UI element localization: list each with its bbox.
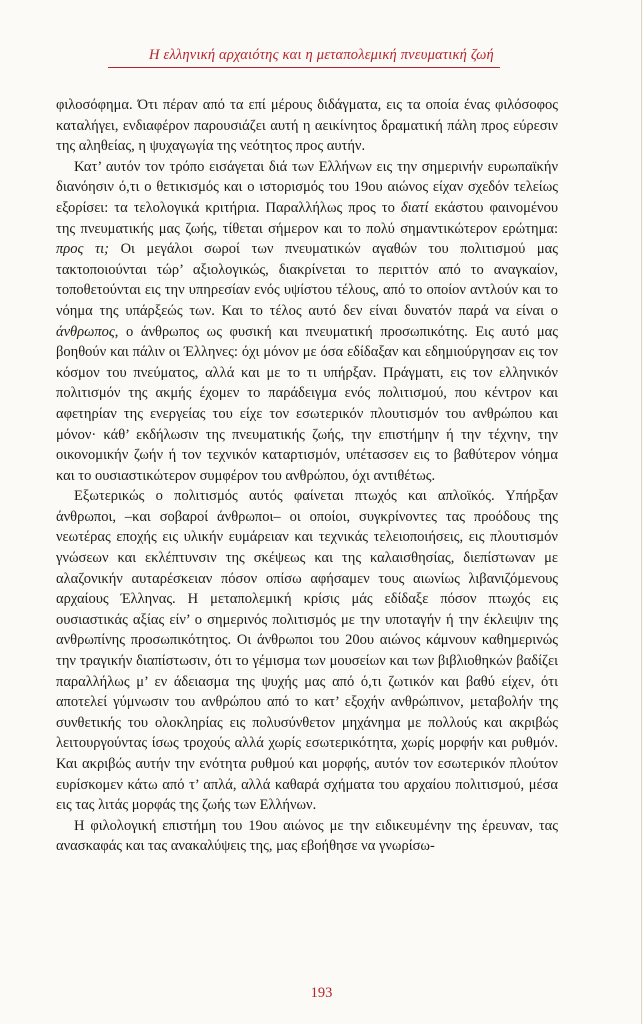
text-run: φιλοσόφημα. Ότι πέραν από τα επί μέρους διδάγματα, εις τα οποία ένας φιλόσοφος καταλήγει, ενδιαφέρον παρουσιάζει αυτή η αεικίνητος δραματική πάλη προς εύρεσιν της αληθείας, η ψυχαγωγία της νεότητος προς αυτήν. bbox=[56, 97, 558, 155]
italic-term: άνθρωπος bbox=[56, 323, 115, 340]
text-run: Εξωτερικώς ο πολιτισμός αυτός φαίνεται πτωχός και απλοϊκός. Υπήρξαν άνθρωποι, –και σοβαροί άνθρωποι– οι οποίοι, συγκρίνοντες τας προόδους της νεωτέρας εποχής εις υλικήν ευμάρειαν και τεχνικάς τελειοποιήσεις, εις πλουτισμόν γνώσεων και εκλέπτυνσιν της σκέψεως και της καλαισθησίας, διεπίστωναν με αλαζονικήν αυταρέσκειαν πόσον οπίσω αφήσαμεν τους αιωνίως λιβανιζόμενους αρχαίους Έλληνας. Η μεταπολεμική κρίσις μάς εδίδαξε πόσον πτωχός εις ουσιαστικάς αξίας είν’ ο σημερινός πολιτισμός με την υποταγήν ή την έκλειψιν της ανθρωπίνης προσωπικότητος. Οι άνθρωποι του 20ου αιώνος κάμνουν καθημερινώς την τραγικήν διαπίστωσιν, ότι το γέμισμα των μουσείων και των βιβλιοθηκών βαδίζει παραλλήλως μ’ εν άδειασμα της ψυχής μας από ό,τι ζωτικόν και βαθύ είχεν, ότι αποτελεί γύμνωσιν του ανθρώπου από το κατ’ εξοχήν ανθρώπινον, μεταβολήν της συνθετικής του ολοκληρίας εις πολυσύνθετον μηχάνημα με πολλούς και ακριβώς λειτουργούντας ίσως τροχούς αλλά χωρίς εσωτερικότητα, χωρίς μορφήν και ρυθμόν. Και ακριβώς αυτήν την ενότητα ρυθμού και μορφής, αυτόν τον εσωτερικόν πλούτον ευρίσκομεν κάτω από τ’ απλά, αλλά καθαρά σχήματα του αρχαίου πολιτισμού, μέσα εις τας λιτάς μορφάς της ζωής των Ελλήνων. bbox=[56, 488, 558, 814]
page-number: 193 bbox=[310, 985, 333, 1001]
text-run: εκάστου φαινομένου της πνευματικής μας ζωής, τίθεται σήμερον και το πολύ σημαντικώτερον ερώτημα: bbox=[56, 199, 559, 237]
italic-term: προς τι; bbox=[56, 241, 109, 258]
text-run: Η φιλολογική επιστήμη του 19ου αιώνος με την ειδικευμένην της έρευναν, τας ανασκαφάς και τας ανακαλύψεις της, μας εβοήθησε να γνωρίσω- bbox=[56, 817, 558, 855]
paragraph bbox=[56, 157, 558, 487]
paragraph bbox=[56, 95, 558, 157]
header-rule bbox=[108, 67, 500, 68]
paragraph bbox=[56, 816, 558, 857]
italic-term: διατί bbox=[400, 199, 429, 216]
text-run: Οι μεγάλοι σωροί των πνευματικών αγαθών του πολιτισμού μας τακτοποιούνται τώρ’ αξιολογικώς, διακρίνεται το περιττόν από το αναγκαίον, τοποθετούνται εις την υπηρεσίαν ενός υψίστου τέλους, από το οποίον αντλούν και το νόημα της υπάρξεώς των. Και το τέλος αυτό δεν είναι δυνατόν παρά να είναι ο bbox=[56, 241, 558, 319]
paragraph bbox=[56, 486, 558, 816]
running-header: Η ελληνική αρχαιότης και η μεταπολεμική πνευματική ζωή bbox=[149, 47, 494, 63]
body-text bbox=[56, 95, 558, 857]
text-run: Κατ’ αυτόν τον τρόπο εισάγεται διά των Ελλήνων εις την σημερινήν ευρωπαϊκήν διανόησιν ό,τι ο θετικισμός και ο ιστορισμός του 19ου αιώνος είχαν σχεδόν τελείως εξορίσει: τα τελολογικά κριτήρια. Παραλλήλως προς το bbox=[56, 158, 558, 216]
text-run: , ο άνθρωπος ως φυσική και πνευματική προσωπικότης. Εις αυτό μας βοηθούν και πάλιν οι Έλληνες: όχι μόνον με όσα εδίδαξαν και εδημιούργησαν εις τον κόσμον του πνεύματος, αλλά και με το τι υπήρξαν. Πράγματι, εις τον ελληνικόν πολιτισμόν της ακμής έχομεν το παράδειγμα ενός πολιτισμού, που κέντρον και αφετηρίαν της ενεργείας του είχε τον εσωτερικόν πλουτισμόν του ανθρώπου και μόνον· κάθ’ εκδήλωσιν της πνευματικής ζωής, την επιστήμην ή την τέχνην, την οικονομικήν ζωήν ή τον τεχνικόν καταρτισμόν, υπέτασσεν εις το βαθύτερον νόημα και το ουσιαστικώτερον συμφέρον του ανθρώπου, όχι αντιθέτως. bbox=[56, 323, 558, 484]
